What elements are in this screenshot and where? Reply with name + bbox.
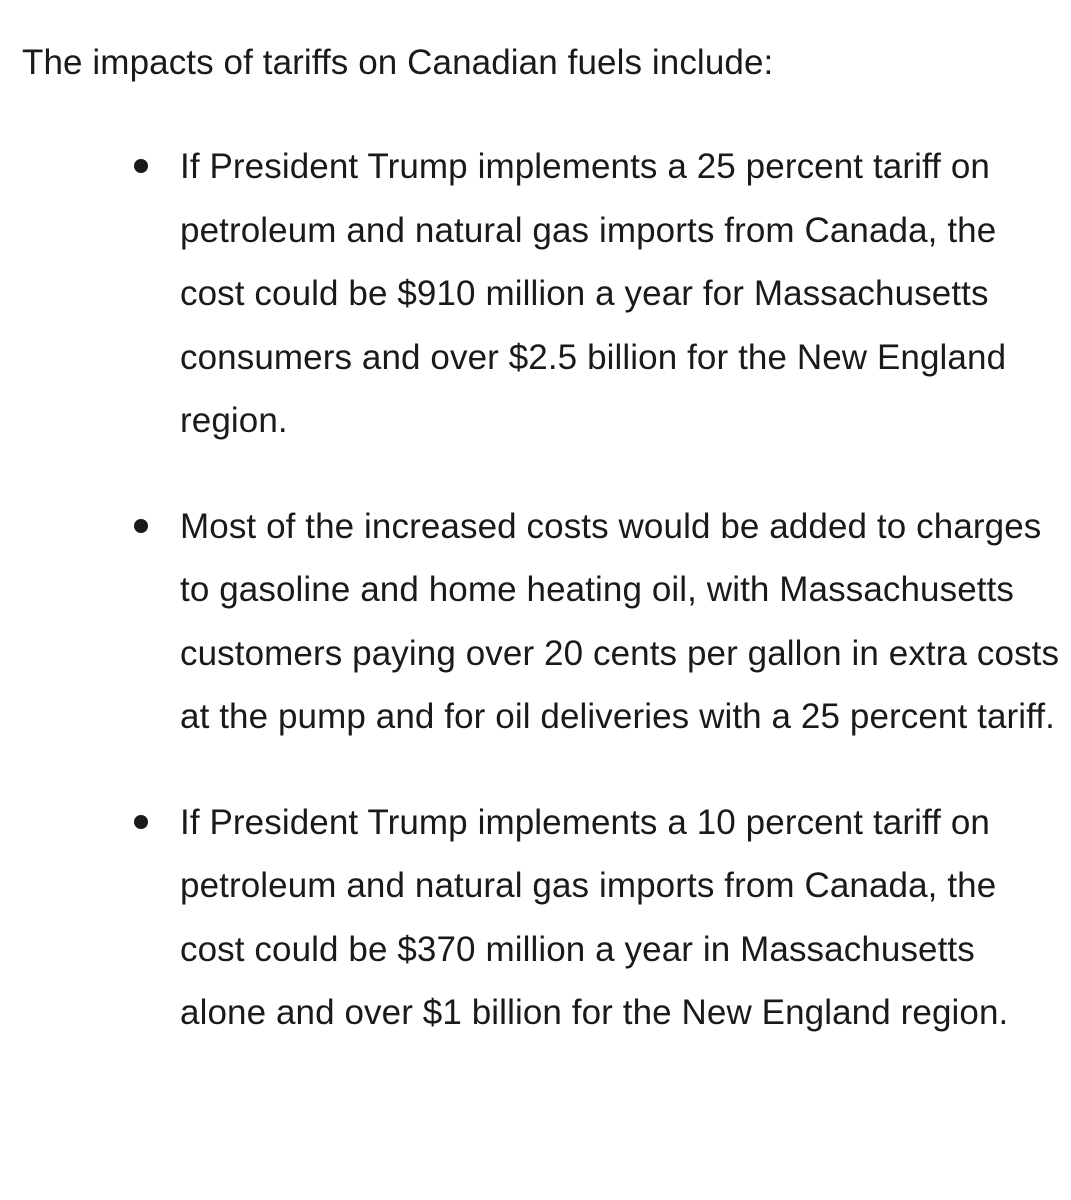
bullet-icon	[134, 519, 148, 533]
list-item	[180, 791, 1060, 1045]
list-item-text: If President Trump implements a 25 percent tariff on petroleum and natural gas imports from Canada, the cost could be $910 million a year for Massachusetts consumers and over $2.5 billion for the New England region.	[180, 147, 1007, 440]
intro-text: The impacts of tariffs on Canadian fuels include:	[22, 43, 774, 82]
list-item	[180, 135, 1060, 453]
bullet-icon	[134, 159, 148, 173]
list-item	[180, 495, 1060, 749]
bullet-icon	[134, 815, 148, 829]
list-item-text: If President Trump implements a 10 percent tariff on petroleum and natural gas imports from Canada, the cost could be $370 million a year in Massachusetts alone and over $1 billion for the New England region.	[180, 802, 1009, 1032]
impacts-list	[0, 135, 1060, 1045]
list-item-text: Most of the increased costs would be added to charges to gasoline and home heating oil, with Massachusetts customers paying over 20 cents per gallon in extra costs at the pump and for oil deliveries with a 25 percent tariff.	[180, 506, 1060, 736]
